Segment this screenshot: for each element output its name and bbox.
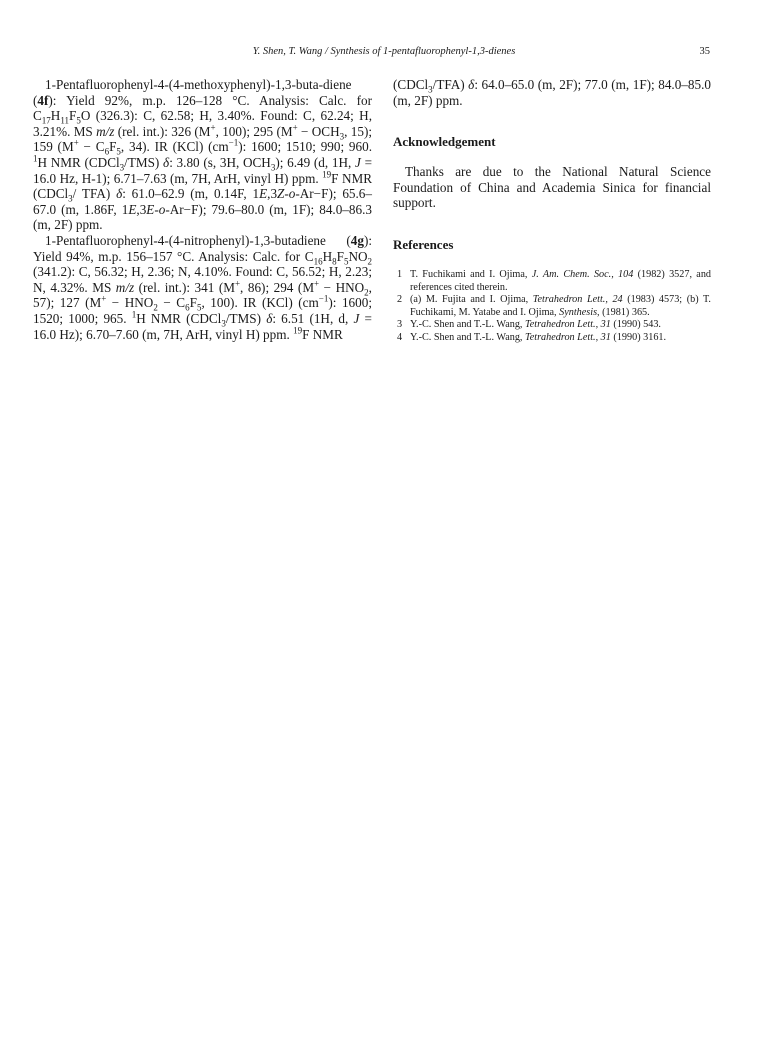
compound-4f-paragraph: 1-Pentafluorophenyl-4-(4-methoxyphenyl)-1,3-buta-diene (4f): Yield 92%, m.p. 126–128 °C. Analysis: Calc. for $C_{17}H_{11}F_5O$ (326.3): C, 62.58; H, 3.40%. Found: C, 62.24; H, 3.21%. MS m/z (rel. int.): 326 (M+, 100); 295 ($M^+ - OCH_3$, 15); 159 ($M^+ - C_6F_5$, 34). IR (KCl) $(cm^{-1})$: 1600; 1510; 990; 960. $^1$H NMR (CDCl$_3$/TMS) δ: 3.80 (s, 3H, $OCH_3$); 6.49 (d, 1H, J = 16.0 Hz, H-1); 6.71–7.63 (m, 7H, ArH, vinyl H) ppm. $^{19}$F NMR (CDCl$_3$/ TFA) δ: 61.0–62.9 (m, 0.14F, 1E,3Z-o-Ar−F); 65.6–67.0 (m, 1.86F, 1E,3E-o-Ar−F); 79.6–80.0 (m, 1F); 84.0–86.3 (m, 2F) ppm. [33, 77, 373, 233]
left-column [33, 77, 372, 342]
reference-item: 2 (a) M. Fujita and I. Ojima, Tetrahedron Lett., 24 (1983) 4573; (b) T. Fuchikami, M. Yatabe and I. Ojima, Synthesis, (1981) 365. [397, 294, 711, 318]
references-list [393, 269, 711, 345]
acknowledgement-text: Thanks are due to the National Natural Science Foundation of China and Academia Sinica for financial support. [393, 164, 711, 211]
reference-item: 3 Y.-C. Shen and T.-L. Wang, Tetrahedron Lett., 31 (1990) 543. [397, 319, 661, 331]
compound-4g-continuation: (CDCl$_3$/TFA) δ: 64.0–65.0 (m, 2F); 77.0 (m, 1F); 84.0–85.0 (m, 2F) ppm. [393, 77, 711, 108]
page-header [0, 46, 768, 62]
compound-4g-paragraph: 1-Pentafluorophenyl-4-(4-nitrophenyl)-1,3-butadiene (4g): Yield 94%, m.p. 156–157 °C. Analysis: Calc. for $C_{16}H_8F_5NO_2$ (341.2): C, 56.32; H, 2.36; N, 4.10%. Found: C, 56.52; H, 2.23; N, 4.32%. MS m/z (rel. int.): 341 (M+, 86); 294 ($M^+ - HNO_2$, 57); 127 ($M^+ - HNO_2 - C_6F_5$, 100). IR (KCl) $(cm^{-1})$: 1600; 1520; 1000; 965. $^1$H NMR (CDCl$_3$/TMS) δ: 6.51 (1H, d, J = 16.0 Hz); 6.70–7.60 (m, 7H, ArH, vinyl H) ppm. $^{19}$F NMR [33, 232, 372, 342]
running-title: Y. Shen, T. Wang / Synthesis of 1-pentafluorophenyl-1,3-dienes [252, 46, 516, 57]
reference-item: 4 Y.-C. Shen and T.-L. Wang, Tetrahedron Lett., 31 (1990) 3161. [397, 331, 667, 343]
acknowledgement-heading: Acknowledgement [393, 134, 496, 150]
right-column [393, 77, 711, 361]
reference-item: 1 T. Fuchikami and I. Ojima, J. Am. Chem. Soc., 104 (1982) 3527, and references cited therein. [397, 268, 712, 293]
references-heading: References [393, 236, 454, 252]
page-number: 35 [699, 46, 710, 57]
